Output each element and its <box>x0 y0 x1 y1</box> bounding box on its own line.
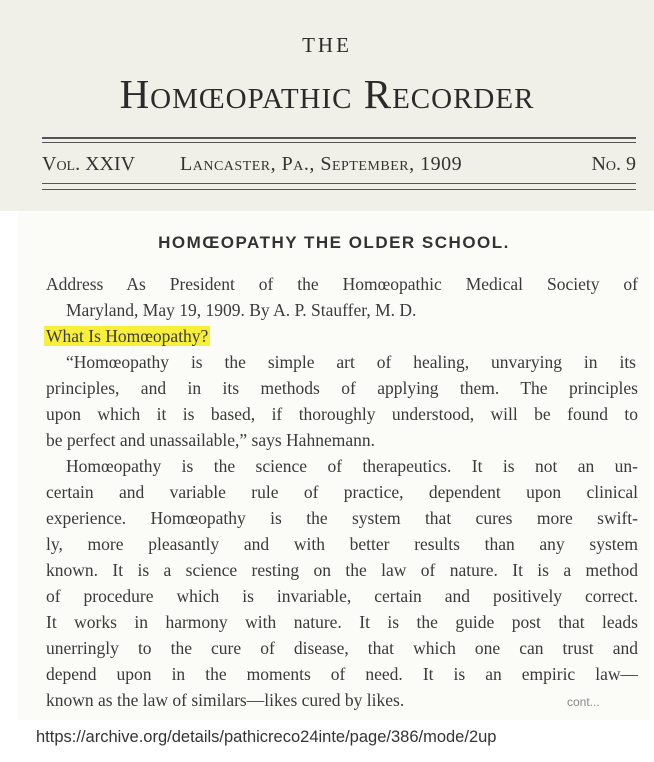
masthead-the: THE <box>302 33 352 57</box>
article-line: known as the law of similars—likes cured by likes. <box>46 690 405 710</box>
article-line: principles, and in its methods of applying them. The principles <box>46 378 638 398</box>
article-line: “Homœopathy is the simple art of healing, unvarying in its <box>66 352 636 372</box>
article-line: It works in harmony with nature. It is the guide post that leads <box>46 612 638 632</box>
volume-label: Vol. XXIV <box>42 153 136 175</box>
article-line: Address As President of the Homœopathic Medical Society of <box>46 274 638 294</box>
article-line: of procedure which is invariable, certain and positively correct. <box>46 586 638 606</box>
article-line: unerringly to the cure of disease, that which one can trust and <box>46 638 638 658</box>
article-line: Maryland, May 19, 1909. By A. P. Stauffer, M. D. <box>66 300 417 320</box>
place-date-label: Lancaster, Pa., September, 1909 <box>180 153 463 175</box>
article-line: be perfect and unassailable,” says Hahnemann. <box>46 430 375 450</box>
journal-title: Homœopathic Recorder <box>119 71 535 117</box>
article-line: depend upon in the moments of need. It is an empiric law— <box>46 664 638 684</box>
article-line: known. It is a science resting on the law of nature. It is a method <box>46 560 638 580</box>
article-line: certain and variable rule of practice, dependent upon clinical <box>46 482 638 502</box>
journal-masthead <box>0 0 654 211</box>
continued-label: cont... <box>567 695 600 709</box>
highlighted-subheading: What Is Homœopathy? <box>46 326 209 346</box>
masthead-rule-bottom-thin <box>42 183 636 184</box>
article-heading: HOMŒOPATHY THE OLDER SCHOOL. <box>158 233 510 252</box>
article-line: upon which it is based, if thoroughly understood, will be found to <box>46 404 638 424</box>
source-url: https://archive.org/details/pathicreco24inte/page/386/mode/2up <box>36 728 497 746</box>
article-line: ly, more pleasantly and with better results than any system <box>46 534 638 554</box>
article-line: Homœopathy is the science of therapeutics. It is not an un- <box>66 456 638 476</box>
masthead-rule-top-thick <box>42 137 636 139</box>
article-excerpt <box>18 211 650 720</box>
masthead-issue-line <box>42 153 636 177</box>
article-line: experience. Homœopathy is the system that cures more swift- <box>46 508 638 528</box>
subheading-line <box>44 326 210 346</box>
masthead-rule-top-thin <box>42 142 636 143</box>
masthead-rule-bottom-thin-2 <box>42 189 636 190</box>
issue-number-label: No. 9 <box>591 153 636 175</box>
